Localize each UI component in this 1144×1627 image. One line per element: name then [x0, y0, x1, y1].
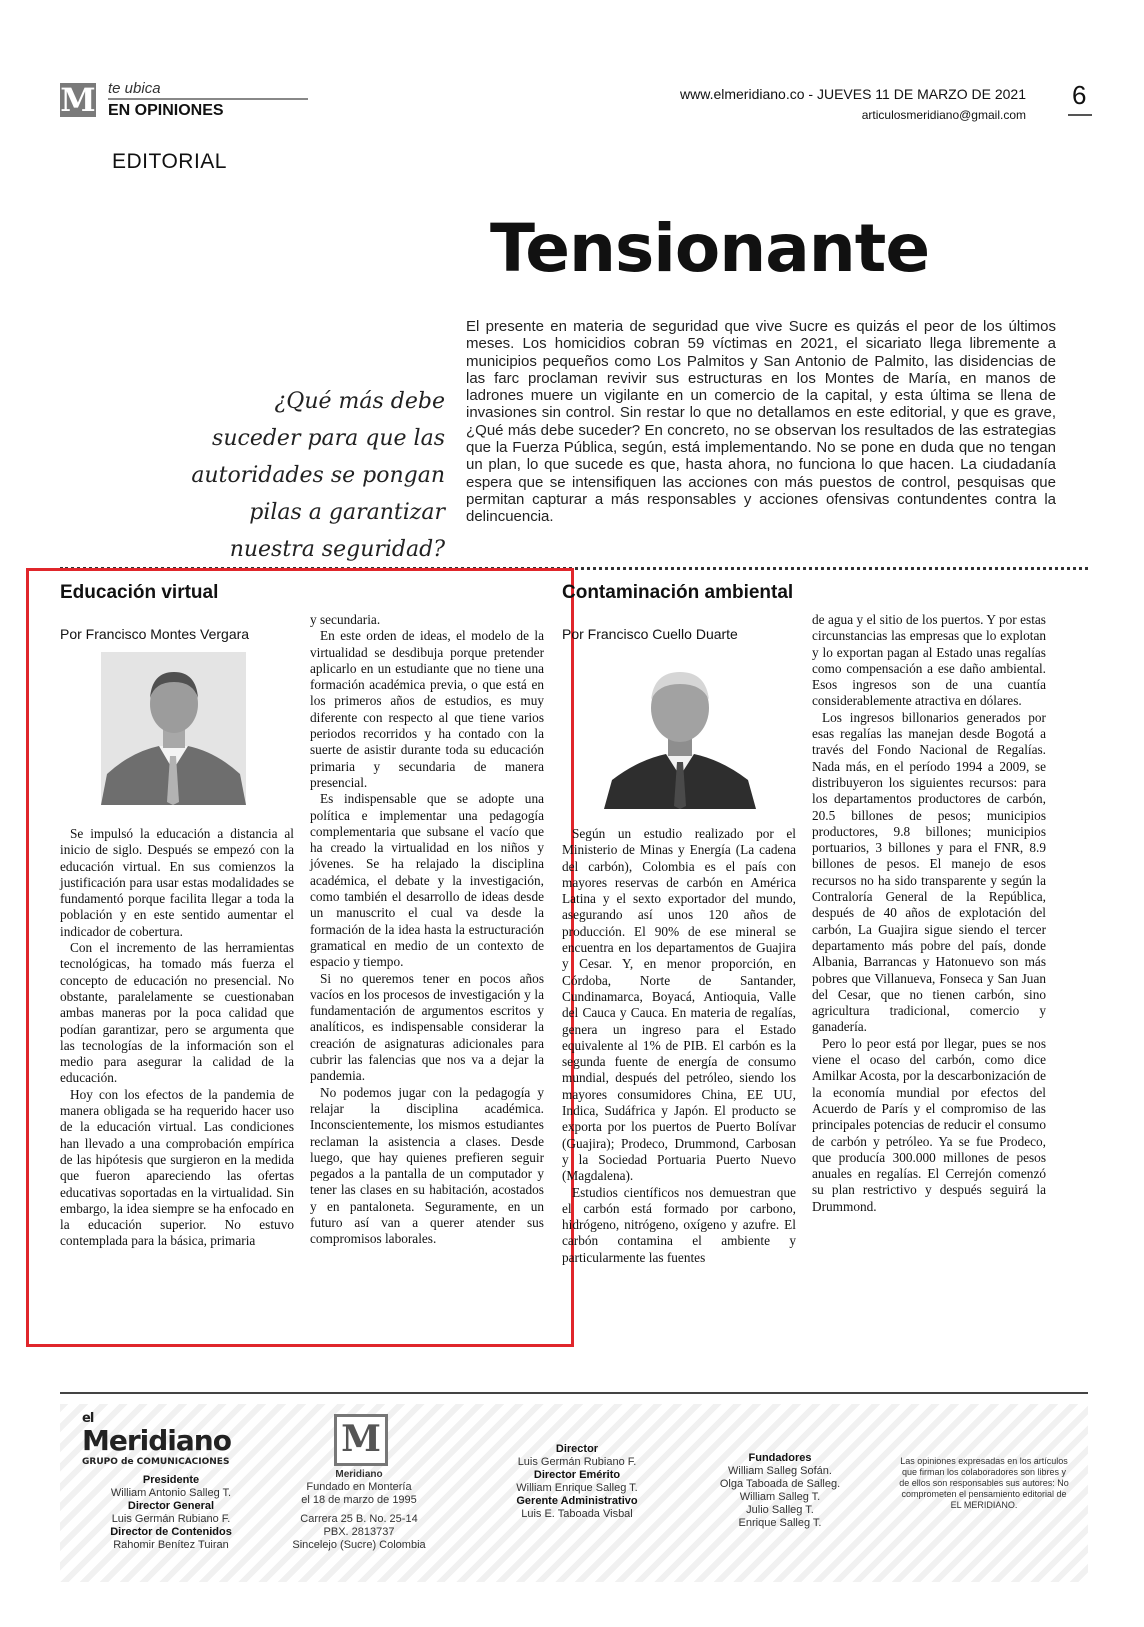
paragraph: Es indispensable que se adopte una política e implementar una pedagogía complementaria que subsane el vacío que ha creado la virtualidad en los niños y jóvenes. Se ha relajado la disciplina académica, el debate y la investigación, como también el desarrollo de ideas desde un manuscrito el cual va desde la formación de la idea hasta la estructuración gramatical en medio de un contexto de espacio y tiempo.	[310, 791, 544, 970]
section-tag: EN OPINIONES	[108, 102, 224, 119]
paragraph: No podemos jugar con la pedagogía y relajar la disciplina académica. Inconscientemente, los mismos estudiantes reclaman la asistencia a clases. Desde luego, que hay quienes prefieren seguir pegados a la pantalla de un computador y tener las clases en su habitación, acostados y en pantaloneta. Seguramente, en un futuro así van a querer atender sus compromisos laborales.	[310, 1084, 544, 1247]
paragraph: Estudios científicos nos demuestran que el carbón está formado por carbono, hidrógeno, nitrógeno, oxígeno y azufre. El carbón contamina el ambiente y particularmente las fuentes	[562, 1184, 796, 1265]
section-logo: M	[60, 81, 96, 119]
author-photo	[101, 652, 246, 805]
author-photo	[604, 652, 756, 809]
founded-date: el 18 de marzo de 1995	[301, 1494, 417, 1506]
founder-name: William Salleg T.	[739, 1491, 821, 1503]
footer-rule	[60, 1392, 1088, 1394]
author-portrait-icon	[604, 652, 756, 809]
pullquote-line: pilas a garantizar	[249, 500, 445, 525]
section-kicker: te ubica	[108, 80, 161, 97]
logo-tagline: GRUPO de COMUNICACIONES	[82, 1457, 230, 1467]
person-name: Luis E. Taboada Visbal	[521, 1508, 633, 1520]
dateline: www.elmeridiano.co - JUEVES 11 DE MARZO DE 2021	[680, 86, 1026, 102]
role-label: Director	[555, 1443, 599, 1455]
page-number-rule	[1068, 114, 1092, 116]
founder-name: William Salleg Sofán.	[728, 1465, 832, 1477]
role-label: Director General	[127, 1500, 215, 1512]
founder-name: Enrique Salleg T.	[738, 1517, 822, 1529]
person-name: Luis Germán Rubiano F.	[111, 1513, 231, 1525]
editorial-headline: Tensionante	[490, 210, 930, 287]
seal-name: Meridiano	[335, 1469, 383, 1480]
paragraph: Según un estudio realizado por el Ministerio de Minas y Energía (La cadena del carbón), Colombia es el país con mayores reservas de carbón en América Latina y el sexto exportador del mundo, asegurando así unos 120 años de producción. El 90% de ese mineral se encuentra en los departamentos de Guajira y Cesar. Y, en menor proporción, en Córdoba, Norte de Santander, Cundinamarca, Boyacá, Antioquia, Valle del Cauca y Cauca. En materia de regalías, genera un ingreso para el Estado equivalente al 1% de PIB. El carbón es la segunda fuente de energía de consumo mundial, después del petróleo, siendo los mayores consumidores China, EE UU, Indica, Sudáfrica y Japón. El producto se exporta por los puertos de Puerto Bolívar (Guajira); Prodeco, Drummond, Carbosan y la Sociedad Portuaria Puerto Nuevo (Magdalena).	[562, 826, 796, 1184]
pullquote-line: nuestra seguridad?	[229, 537, 445, 562]
founder-name: Julio Salleg T.	[746, 1504, 814, 1516]
person-name: William Antonio Salleg T.	[110, 1487, 232, 1499]
meridiano-logo	[82, 1413, 231, 1467]
paragraph: Se impulsó la educación a distancia al inicio de siglo. Después se empezó con la educación virtual. En sus comienzos la justificación para usar estas modalidades se fundamentó porque facilita llegar a toda la población y en este sentido aumentar el indicador de cobertura.	[60, 826, 294, 939]
article-byline: Por Francisco Montes Vergara	[60, 626, 250, 642]
footer-disclaimer: Las opiniones expresadas en los artículos que firman los colaboradores son libres y de ellos son responsables sus autores: No comprometen el pensamiento editorial de EL MERIDIANO.	[899, 1456, 1069, 1510]
logo-wordmark: Meridiano	[82, 1424, 231, 1457]
article-column	[60, 826, 294, 1250]
person-name: William Enrique Salleg T.	[516, 1482, 638, 1494]
footer-directors	[76, 1474, 266, 1552]
paragraph: y secundaria.	[310, 612, 381, 627]
page-number: 6	[1072, 80, 1087, 110]
footer-management	[482, 1443, 672, 1521]
role-label: Gerente Administrativo	[516, 1495, 638, 1507]
section-title: EDITORIAL	[112, 150, 227, 173]
logo-article: el	[82, 1411, 94, 1426]
article-column	[562, 826, 796, 1266]
person-name: Rahomir Benítez Tuiran	[113, 1539, 229, 1551]
role-label: Director Emérito	[533, 1469, 621, 1481]
author-portrait-icon	[101, 652, 246, 805]
article-title: Educación virtual	[60, 582, 219, 603]
paragraph: En este orden de ideas, el modelo de la virtualidad se desdibuja porque pretender aplicarlo en un estudiante que no tiene una formación académica previa, o que está en los primeros años de estudios, es muy diferente con respecto al que tiene varios periodos recorridos y ha contado con la suerte de asistir durante toda su educación primaria y secundaria de manera presencial.	[310, 628, 544, 790]
meridiano-seal-icon: M	[334, 1414, 388, 1466]
editorial-body: El presente en materia de seguridad que vive Sucre es quizás el peor de los últimos meses. Los homicidios cobran 59 víctimas en 2021, el sicariato llega libremente a municipios pequeños como Los Palmitos y San Antonio de Palmito, las disidencias de las farc proclaman revivir sus estructuras en los Montes de María, en manos de ladrones muere un vigilante en un comercio de la capital, y esta última se llena de invasiones sin control. Sin restar lo que no detallamos en este editorial, y que es grave, ¿Qué más debe suceder? En concreto, no se observan los resultados de las estrategias que la Fuerza Pública, según, está implementando. No se pone en duda que no tengan un plan, lo que sucede es que, hasta ahora, no funciona lo que hacen. La ciudadanía espera que se intensifiquen las acciones con más puestos de control, pesquisas que permitan capturar a más responsables y acciones ofensivas contundentes contra la delincuencia.	[466, 318, 1056, 526]
city-line: Sincelejo (Sucre) Colombia	[292, 1539, 426, 1551]
founder-name: Olga Taboada de Salleg.	[719, 1478, 841, 1490]
article-column	[812, 612, 1046, 1215]
phone-line: PBX. 2813737	[323, 1526, 395, 1538]
person-name: Luis Germán Rubiano F.	[517, 1456, 637, 1468]
editorial-pullquote	[170, 383, 445, 568]
paragraph: Los ingresos billonarios generados por esas regalías las manejan desde Bogotá a través del Fondo Nacional de Regalías. Nada más, en el período 1994 a 2009, se distribuyeron los siguientes recursos: para los departamentos productores de carbón, 20.5 billones de pesos; municipios productores, 9.8 billones; municipios portuarios, 3 billones y para el FNR, 8.9 billones de pesos. El manejo de esos recursos no ha sido transparente y según la Contraloría General de la República, después de 40 años de explotación del carbón, La Guajira sigue siendo el tercer departamento más pobre del país, donde Albania, Barrancas y Hatonuevo son más pobres que Villanueva, Fonseca y San Juan del Cesar, que no tienen carbón, sino agricultura tradicional, comercio y ganadería.	[812, 709, 1046, 1035]
role-label: Fundadores	[748, 1452, 812, 1464]
paragraph: Con el incremento de las herramientas tecnológicas, ha tomado más fuerza el concepto de educación no presencial. No obstante, paralelamente se cuestionaban ambas maneras por la poca calidad que podían garantizar, pero se argumenta que las tecnologías de la información son el medio para asegurar la calidad de la educación.	[60, 940, 294, 1086]
footer-founders	[700, 1452, 860, 1530]
role-label: Director de Contenidos	[110, 1526, 232, 1538]
article-title: Contaminación ambiental	[562, 582, 794, 603]
address-line: Carrera 25 B. No. 25-14	[300, 1513, 418, 1525]
pullquote-line: autoridades se pongan	[191, 463, 445, 488]
article-byline: Por Francisco Cuello Duarte	[562, 626, 738, 642]
kicker-rule	[108, 98, 308, 100]
contact-email: articulosmeridiano@gmail.com	[861, 108, 1026, 122]
article-column	[310, 612, 544, 1248]
footer-address	[284, 1468, 434, 1552]
paragraph: Pero lo peor está por llegar, pues se nos viene el ocaso del carbón, como dice Amilkar Acosta, por la descarbonización de la economía mundial por efectos del Acuerdo de París y el compromiso de las principales potencias de reducir el consumo de carbón y petróleo. Ya se fue Prodeco, que producía 300.000 millones de pesos anuales en regalías. El Cerrejón comenzó su plan restrictivo y después seguirá la Drummond.	[812, 1035, 1046, 1214]
pullquote-line: ¿Qué más debe	[274, 389, 445, 414]
paragraph: Si no queremos tener en pocos años vacíos en los procesos de investigación y la fundamentación de argumentos escritos y analíticos, es indispensable considerar la creación de asignaturas adicionales para cubrir las falencias que nos va a dejar la pandemia.	[310, 970, 544, 1084]
founded-text: Fundado en Montería	[306, 1481, 412, 1493]
paragraph: Hoy con los efectos de la pandemia de manera obligada se ha requerido hacer uso de la educación virtual. Las condiciones han llevado a una comprobación empírica de las hipótesis que surgieron en la medida que fueron apareciendo las ofertas educativas soportadas en la virtualidad. Sin embargo, la idea siempre se ha enfocado en la educación superior. No estuvo contemplada para la básica, primaria	[60, 1086, 294, 1249]
pullquote-line: suceder para que las	[212, 426, 445, 451]
paragraph: de agua y el sitio de los puertos. Y por estas circunstancias las empresas que lo explotan y lo exportan pagan al Estado unas regalías como compensación a ese daño ambiental. Esos ingresos son de una cuantía considerablemente atractiva en dólares.	[812, 612, 1046, 709]
role-label: Presidente	[142, 1474, 200, 1486]
